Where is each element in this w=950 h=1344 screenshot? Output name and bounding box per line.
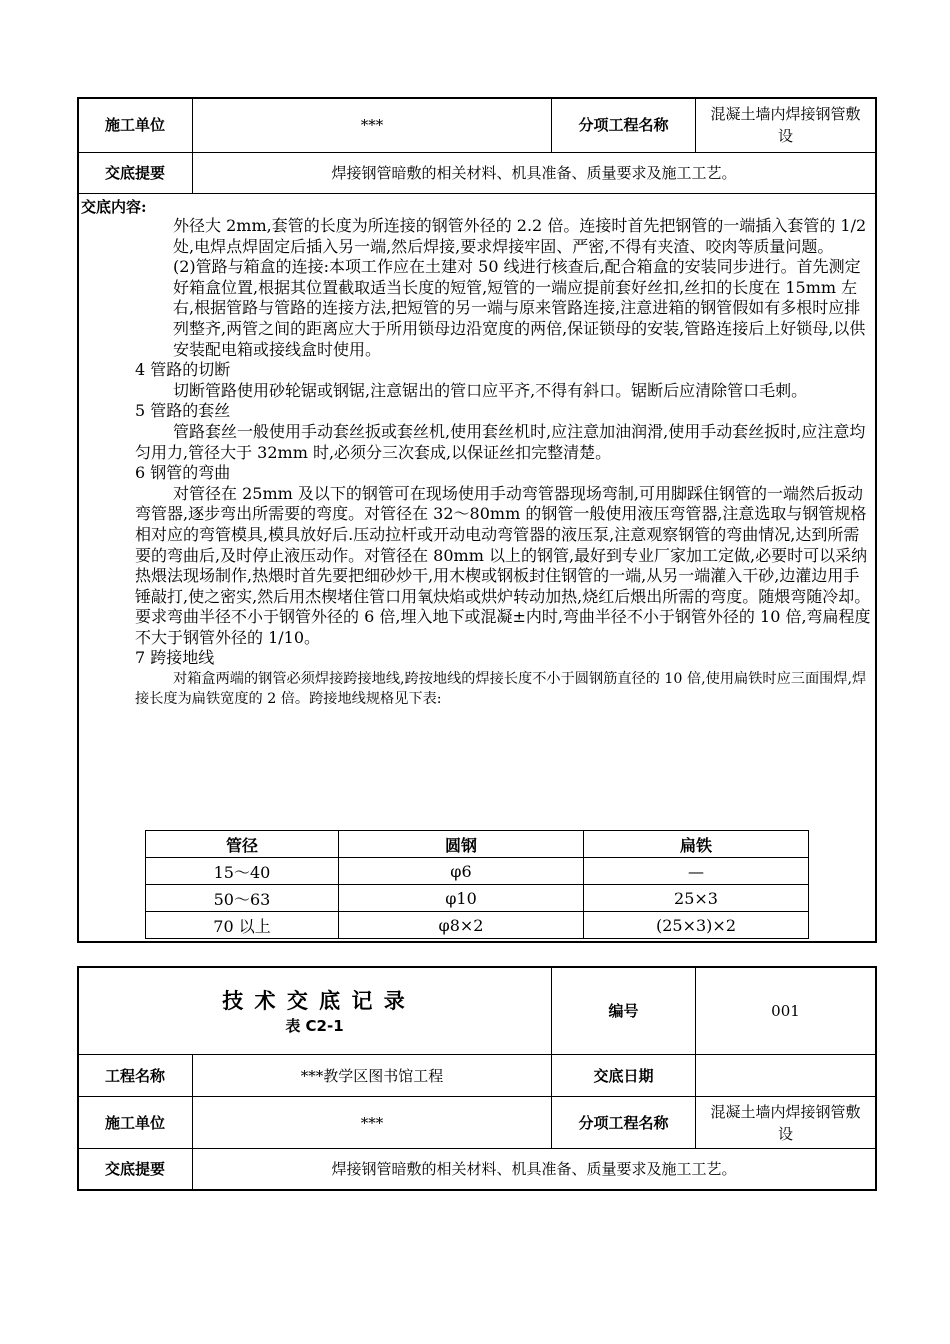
table-row <box>146 912 809 939</box>
table-cell: 15～40 <box>146 858 339 885</box>
section-heading: 7 跨接地线 <box>135 648 215 668</box>
content-label: 交底内容: <box>81 198 147 216</box>
paragraph: 外径大 2mm,套管的长度为所连接的钢管外径的 2.2 倍。连接时首先把钢管的一端插入套管的 1/2 处,电焊点焊固定后插入另一端,然后焊接,要求焊接牢固、严密,不得有夹渣、咬肉等质量问题。 <box>173 216 867 256</box>
table-cell: 25×3 <box>584 885 809 912</box>
number-label: 编号 <box>608 1001 639 1020</box>
paragraph: 对箱盒两端的钢管必须焊接跨接地线,跨按地线的焊接长度不小于圆钢筋直径的 10 倍,使用扁铁时应三面围焊,焊接长度为扁铁宽度的 2 倍。跨接地线规格见下表: <box>135 671 867 708</box>
sub-project-label: 分项工程名称 <box>578 1113 669 1132</box>
table-cell: φ8×2 <box>339 912 584 939</box>
project-name-value: ***教学区图书馆工程 <box>300 1066 444 1085</box>
table-header: 扁铁 <box>584 831 809 858</box>
table-cell: φ6 <box>339 858 584 885</box>
table-row <box>146 885 809 912</box>
table-header: 圆钢 <box>339 831 584 858</box>
summary-value: 焊接钢管暗敷的相关材料、机具准备、质量要求及施工工艺。 <box>331 1160 737 1178</box>
project-name-label: 工程名称 <box>104 1066 165 1085</box>
bottom-border <box>77 1189 877 1191</box>
right-border <box>875 97 877 943</box>
paragraph: 管路套丝一般使用手动套丝扳或套丝机,使用套丝机时,应注意加油润滑,使用手动套丝扳时,应注意均匀用力,管径大于 32mm 时,必须分三次套成,以保证丝扣完整清楚。 <box>135 421 866 462</box>
form-number: 表 C2-1 <box>285 1017 344 1035</box>
summary-value: 焊接钢管暗敷的相关材料、机具准备、质量要求及施工工艺。 <box>331 164 737 182</box>
construction-unit-value: *** <box>360 1113 384 1132</box>
table-header: 管径 <box>146 831 339 858</box>
section-heading: 6 钢管的弯曲 <box>135 463 231 483</box>
construction-unit-value: *** <box>360 116 384 134</box>
paragraph: 切断管路使用砂轮锯或钢锯,注意锯出的管口应平齐,不得有斜口。锯断后应清除管口毛刺。 <box>173 380 808 400</box>
table-cell: — <box>584 858 809 885</box>
table-cell: 70 以上 <box>146 912 339 939</box>
disclosure-date-value <box>696 1055 875 1096</box>
construction-unit-label: 施工单位 <box>104 116 165 134</box>
grounding-spec-table <box>145 830 809 939</box>
disclosure-date-label: 交底日期 <box>593 1066 654 1085</box>
record-title: 技 术 交 底 记 录 <box>222 988 407 1013</box>
right-border <box>875 966 877 1191</box>
section-heading: 4 管路的切断 <box>135 360 231 380</box>
left-border <box>77 97 79 943</box>
table-cell: 50～63 <box>146 885 339 912</box>
sub-project-label: 分项工程名称 <box>578 116 669 134</box>
bottom-border <box>77 941 877 943</box>
summary-label: 交底提要 <box>104 164 165 182</box>
paragraph: (2)管路与箱盒的连接:本项工作应在土建对 50 线进行核查后,配合箱盒的安装同步进行。首先测定好箱盒位置,根据其位置截取适当长度的短管,短管的一端应提前套好丝扣,丝扣的长度在 15mm 左右,根据管路与管路的连接方法,把短管的另一端与原来管路连接,注意进箱的钢管假如有多根时应排列整齐,两管之间的距离应大于所用锁母边沿宽度的两倍,保证锁母的安装,管路连接后上好锁母,以供安装配电箱或接线盒时使用。 <box>173 257 866 359</box>
table-cell: (25×3)×2 <box>584 912 809 939</box>
sub-project-value: 混凝土墙内焊接钢管敷设 <box>710 105 861 145</box>
table-header-row <box>146 831 809 858</box>
disclosure-content <box>81 198 875 709</box>
summary-label: 交底提要 <box>104 1160 165 1178</box>
table-row <box>146 858 809 885</box>
construction-unit-label: 施工单位 <box>104 1113 165 1132</box>
number-value: 001 <box>771 1001 800 1020</box>
section-heading: 5 管路的套丝 <box>135 401 231 421</box>
table-cell: φ10 <box>339 885 584 912</box>
divider <box>77 193 877 194</box>
paragraph: 对管径在 25mm 及以下的钢管可在现场使用手动弯管器现场弯制,可用脚踩住钢管的一端然后扳动弯管器,逐步弯出所需要的弯度。对管径在 32～80mm 的钢管一般使用液压弯管器,注意选取与钢管规格相对应的弯管模具,模具放好后.压动拉杆或开动电动弯管器的液压泵,注意观察钢管的弯曲情况,达到所需要的弯曲后,及时停止液压动作。对管径在 80mm 以上的钢管,最好到专业厂家加工定做,必要时可以采纳热煨法现场制作,热煨时首先要把细砂炒干,用木楔或钢板封住钢管的一端,从另一端灌入干砂,边灌边用手锤敲打,使之密实,然后用杰楔堵住管口用氧炔焰或烘炉转动加热,烧红后煨出所需的弯度。随煨弯随冷却。要求弯曲半径不小于钢管外径的 6 倍,埋入地下或混凝±内时,弯曲半径不小于钢管外径的 10 倍,弯扁程度不大于钢管外径的 1/10。 <box>135 483 871 647</box>
sub-project-value: 混凝土墙内焊接钢管敷设 <box>710 1102 861 1143</box>
